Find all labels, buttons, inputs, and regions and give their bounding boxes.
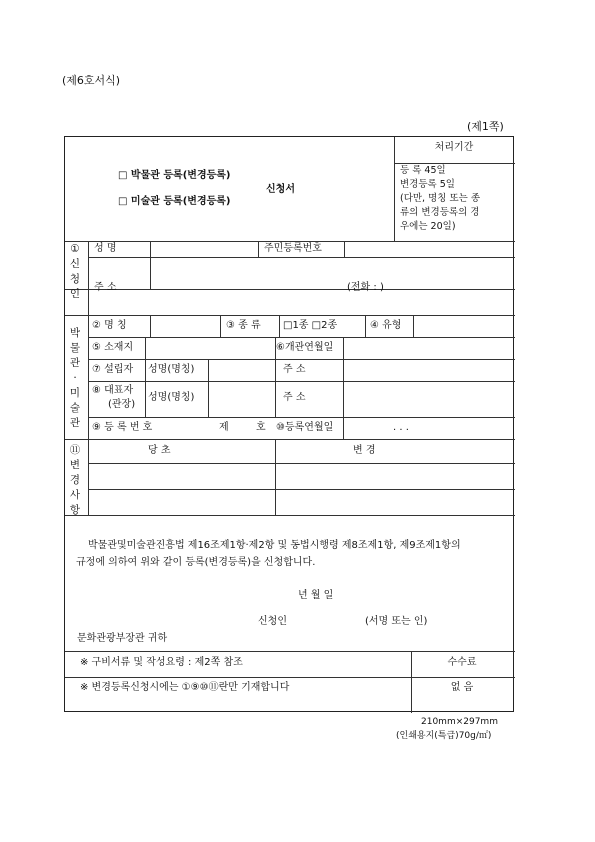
applicant-sign-label: 신청인	[258, 616, 287, 627]
title-museum: □ 박물관 등록(변경등록)	[118, 170, 231, 181]
opening-date-label: ⑥개관연월일	[276, 342, 334, 353]
phone-label: (전화 : )	[347, 282, 384, 293]
museum-name-label: ② 명 칭	[92, 320, 127, 331]
category-label: ④ 유형	[370, 320, 402, 331]
page-label: (제1쪽)	[467, 120, 504, 133]
reg-no-suffix: 호	[256, 422, 266, 433]
title-suffix: 신청서	[266, 184, 295, 195]
rrn-label: 주민등록번호	[264, 243, 322, 254]
rep-address-label: 주 소	[283, 392, 306, 403]
founder-address-label: 주 소	[283, 364, 306, 375]
type-options: □1종 □2종	[283, 320, 338, 331]
rep-label: ⑧ 대표자	[92, 385, 134, 396]
name-label: 성 명	[94, 243, 117, 254]
fee-label: 수수료	[447, 657, 477, 668]
reg-date-dots: . . .	[393, 422, 409, 433]
rep-sub-label: (관장)	[108, 399, 136, 410]
processing-line-2: 변경등록 5일	[400, 179, 455, 190]
note-documents: ※ 구비서류 및 작성요령 : 제2쪽 참조	[80, 657, 243, 668]
founder-name-label: 성명(명칭)	[148, 364, 195, 375]
rep-name-label: 성명(명칭)	[148, 392, 195, 403]
address-label: 주 소	[94, 282, 117, 293]
processing-line-4: 류의 변경등록의 경	[400, 207, 480, 218]
museum-section-label: 박 물 관 · 미 술 관	[69, 327, 81, 429]
fee-value: 없 음	[450, 682, 474, 693]
processing-line-3: (다만, 명칭 또는 종	[400, 193, 481, 204]
change-section-label: ⑪ 변 경 사 항	[69, 444, 81, 516]
paper-type: (인쇄용지(특급)70g/㎡)	[396, 731, 492, 741]
processing-line-5: 우에는 20일)	[400, 221, 456, 232]
title-art-museum: □ 미술관 등록(변경등록)	[118, 196, 231, 207]
processing-line-1: 등 록 45일	[400, 165, 446, 176]
reg-no-mid: 제	[219, 422, 229, 433]
applicant-section-label: ① 신 청 인	[69, 243, 81, 300]
declaration-line-1: 박물관및미술관진흥법 제16조제1항·제2항 및 동법시행령 제8조제1항, 제9조제1항의	[88, 540, 461, 551]
reg-no-label: ⑨ 등 록 번 호	[92, 422, 153, 433]
form-number: (제6호서식)	[62, 74, 121, 87]
declaration-date: 년 월 일	[298, 590, 334, 601]
signature-label: (서명 또는 인)	[365, 616, 428, 627]
location-label: ⑤ 소재지	[92, 342, 134, 353]
processing-label: 처리기간	[434, 142, 474, 153]
recipient: 문화관광부장관 귀하	[77, 633, 168, 644]
type-label: ③ 종 류	[226, 320, 261, 331]
founder-label: ⑦ 설립자	[92, 364, 134, 375]
before-label: 당 초	[148, 445, 171, 456]
note-change-registration: ※ 변경등록신청시에는 ①⑨⑩⑪란만 기재합니다	[80, 682, 290, 693]
after-label: 변 경	[353, 445, 376, 456]
declaration-line-2: 규정에 의하여 위와 같이 등록(변경등록)을 신청합니다.	[76, 557, 316, 568]
paper-size: 210mm×297mm	[421, 717, 498, 727]
reg-date-label: ⑩등록연월일	[276, 422, 334, 433]
